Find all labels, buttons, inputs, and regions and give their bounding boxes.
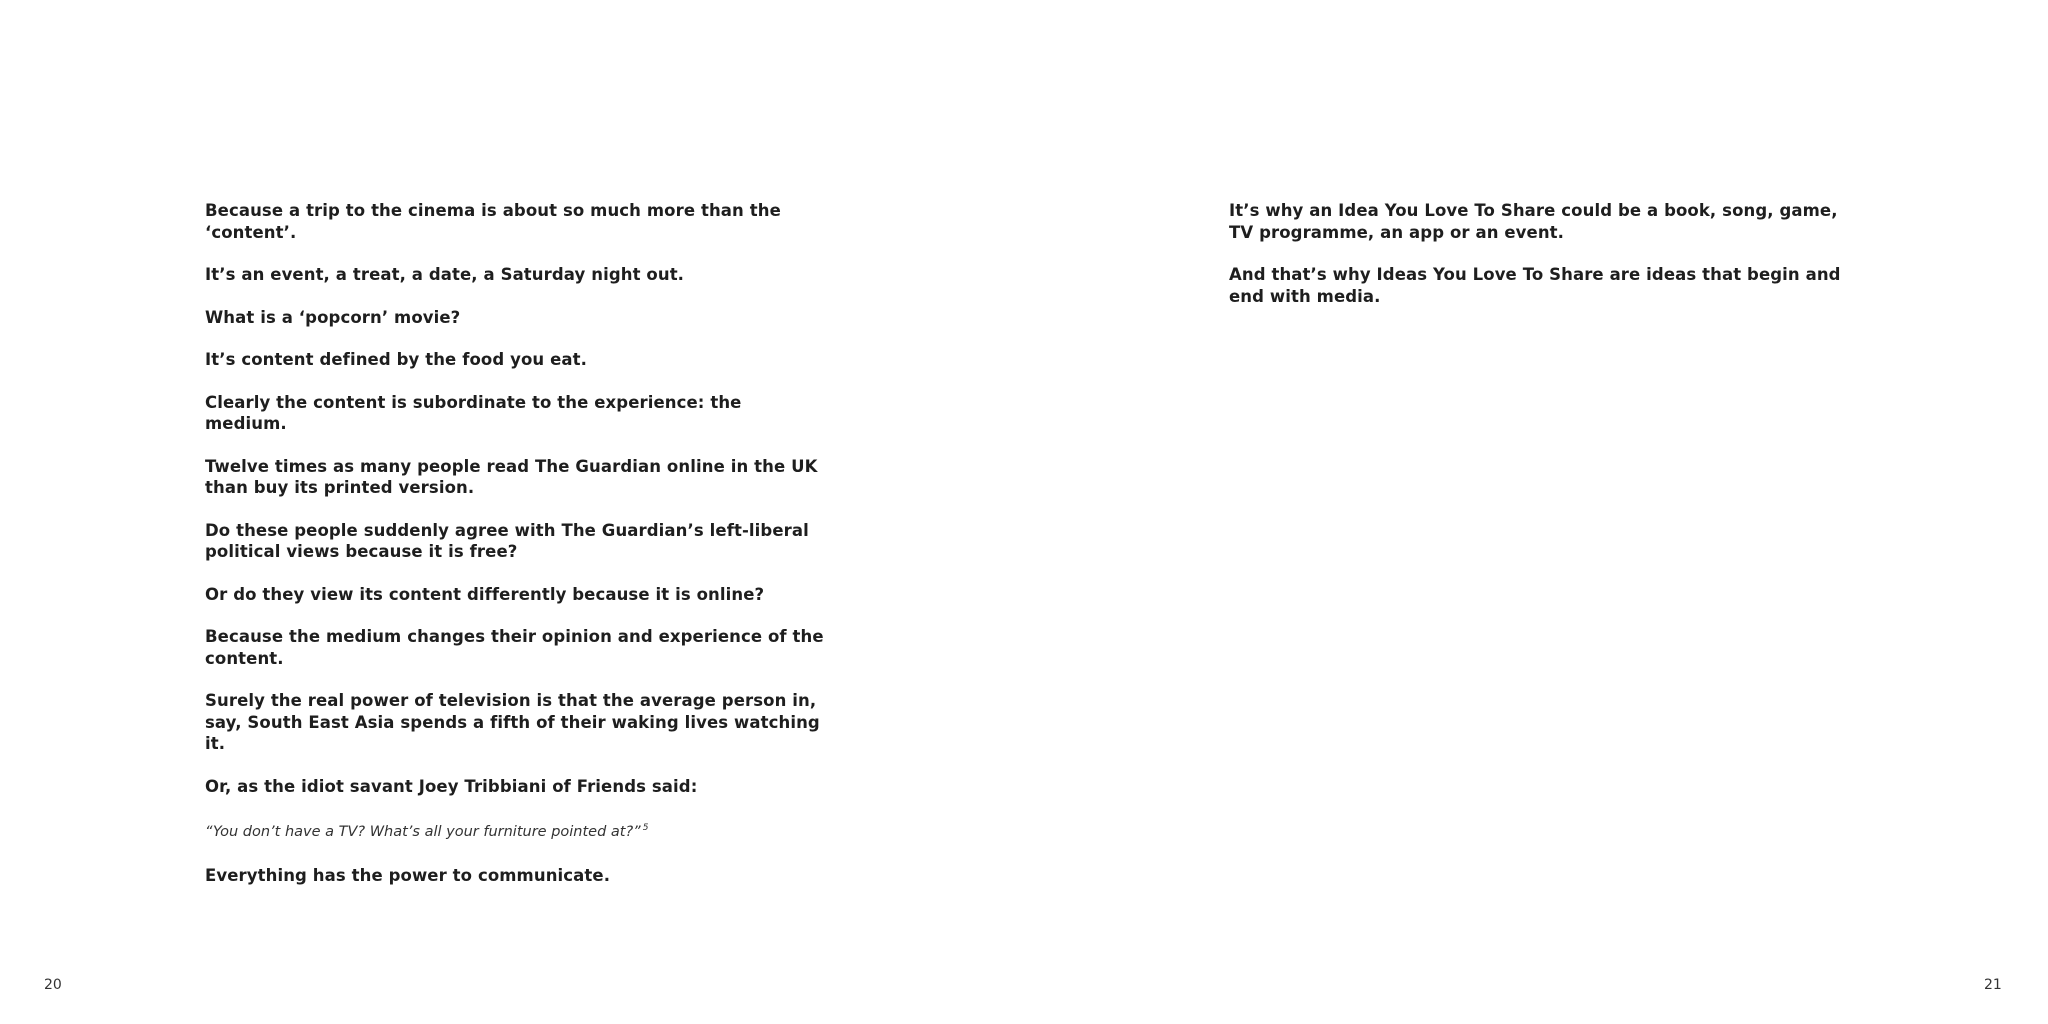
- left-text-column: [205, 200, 825, 908]
- page-number-left: 20: [44, 977, 62, 993]
- quotation-text: “You don’t have a TV? What’s all your furniture pointed at?”: [205, 824, 641, 840]
- paragraph: Do these people suddenly agree with The Guardian’s left-liberal political views because it is free?: [205, 520, 809, 561]
- paragraph: And that’s why Ideas You Love To Share are ideas that begin and end with media.: [1229, 265, 1841, 306]
- paragraph: Or, as the idiot savant Joey Tribbiani of Friends said:: [205, 776, 698, 796]
- paragraph: Twelve times as many people read The Guardian online in the UK than buy its printed version.: [205, 456, 818, 497]
- paragraph: Because the medium changes their opinion and experience of the content.: [205, 627, 824, 668]
- right-page: [1024, 0, 2048, 1024]
- closing-paragraph: Everything has the power to communicate.: [205, 866, 611, 885]
- paragraph: Because a trip to the cinema is about so much more than the ‘content’.: [205, 201, 781, 242]
- paragraph: Or do they view its content differently because it is online?: [205, 584, 765, 604]
- paragraph: What is a ‘popcorn’ movie?: [205, 307, 461, 327]
- right-text-column: [1229, 200, 1849, 328]
- paragraph: It’s content defined by the food you eat.: [205, 350, 587, 369]
- paragraph: Clearly the content is subordinate to the experience: the medium.: [205, 392, 742, 433]
- footnote-marker: 5: [642, 823, 649, 833]
- quotation: [205, 818, 825, 843]
- paragraph: It’s why an Idea You Love To Share could be a book, song, game, TV programme, an app or an event.: [1229, 201, 1838, 242]
- paragraph: It’s an event, a treat, a date, a Saturday night out.: [205, 265, 685, 284]
- paragraph: Surely the real power of television is that the average person in, say, South East Asia spends a fifth of their waking lives watching it.: [205, 691, 820, 753]
- page-number-right: 21: [1984, 977, 2002, 993]
